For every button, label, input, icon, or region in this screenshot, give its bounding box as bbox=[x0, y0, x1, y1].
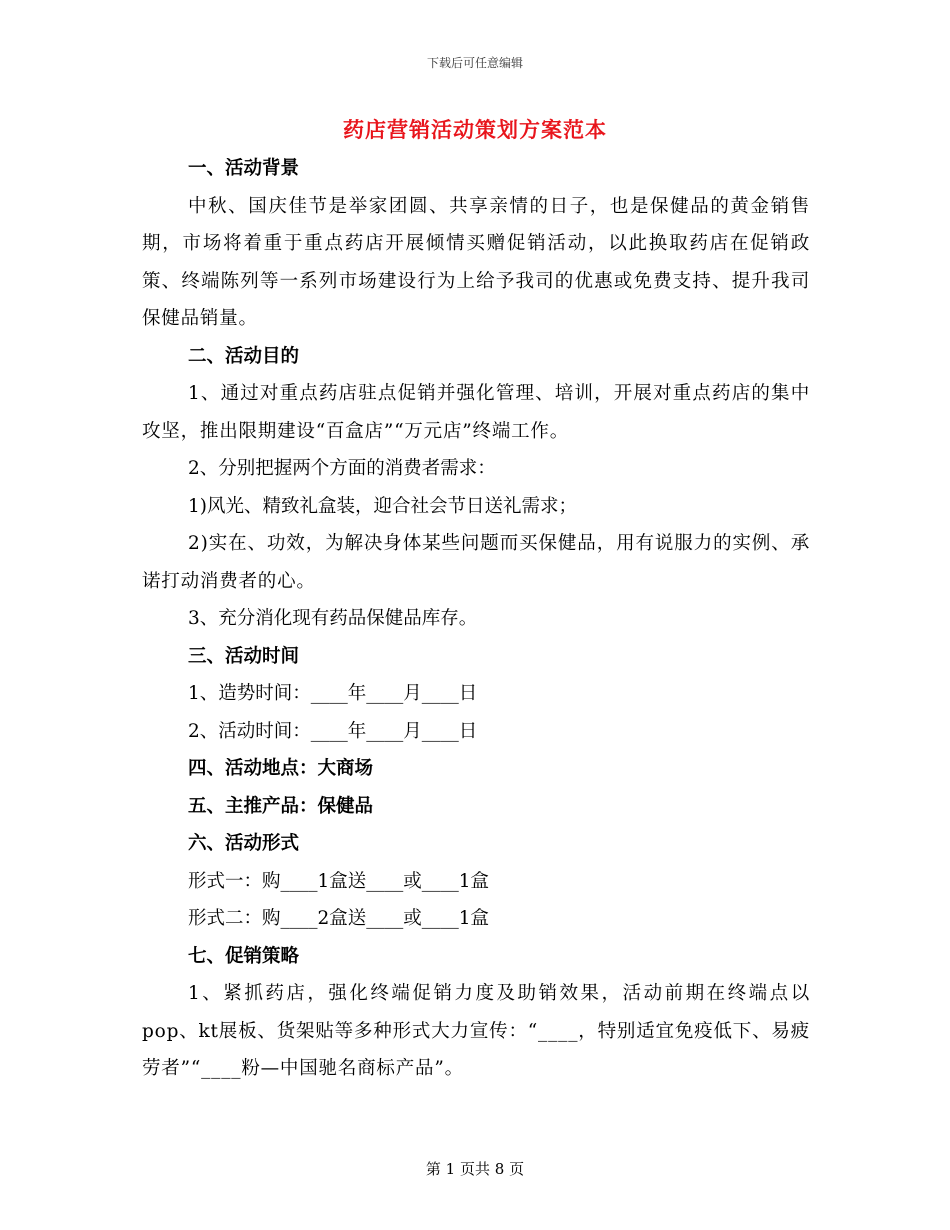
page-footer: 第 1 页共 8 页 bbox=[425, 1160, 525, 1178]
purpose-item-1: 1、通过对重点药店驻点促销并强化管理、培训，开展对重点药店的集中攻坚，推出限期建设“百盒店”“万元店”终端工作。 bbox=[142, 383, 810, 442]
paragraph-background: 中秋、国庆佳节是举家团圆、共享亲情的日子，也是保健品的黄金销售期，市场将着重于重点药店开展倾情买赠促销活动，以此换取药店在促销政策、终端陈列等一系列市场建设行为上给予我司的优惠或免费支持、提升我司保健品销量。 bbox=[142, 195, 810, 329]
section-heading-background: 一、活动背景 bbox=[188, 158, 300, 179]
time-item-2: 2、活动时间：____年____月____日 bbox=[188, 720, 478, 742]
section-heading-product: 五、主推产品：保健品 bbox=[188, 795, 374, 817]
document-title: 药店营销活动策划方案范本 bbox=[343, 117, 607, 142]
section-heading-time: 三、活动时间 bbox=[188, 645, 300, 667]
form-item-2: 形式二：购____2盒送____或____1盒 bbox=[188, 908, 490, 929]
time-item-1: 1、造势时间：____年____月____日 bbox=[188, 683, 478, 704]
section-heading-location: 四、活动地点：大商场 bbox=[188, 758, 374, 779]
strategy-item-1: 1、紧抓药店，强化终端促销力度及助销效果，活动前期在终端点以pop、kt展板、货架贴等多种形式大力宣传：“____，特别适宜免疫低下、易疲劳者”“____粉—中国驰名商标产品”。 bbox=[142, 983, 810, 1079]
page-header: 下载后可任意编辑 bbox=[426, 56, 523, 70]
purpose-item-2: 2、分别把握两个方面的消费者需求： bbox=[188, 458, 496, 479]
section-heading-strategy: 七、促销策略 bbox=[188, 945, 300, 967]
section-heading-form: 六、活动形式 bbox=[188, 833, 300, 854]
document-body bbox=[142, 150, 810, 1088]
section-heading-purpose: 二、活动目的 bbox=[188, 345, 300, 367]
purpose-item-2a: 1)风光、精致礼盒装，迎合社会节日送礼需求； bbox=[188, 495, 577, 517]
purpose-item-3: 3、充分消化现有药品保健品库存。 bbox=[188, 608, 478, 629]
form-item-1: 形式一：购____1盒送____或____1盒 bbox=[188, 870, 490, 892]
purpose-item-2b: 2)实在、功效，为解决身体某些问题而买保健品，用有说服力的实例、承诺打动消费者的心。 bbox=[142, 533, 810, 592]
